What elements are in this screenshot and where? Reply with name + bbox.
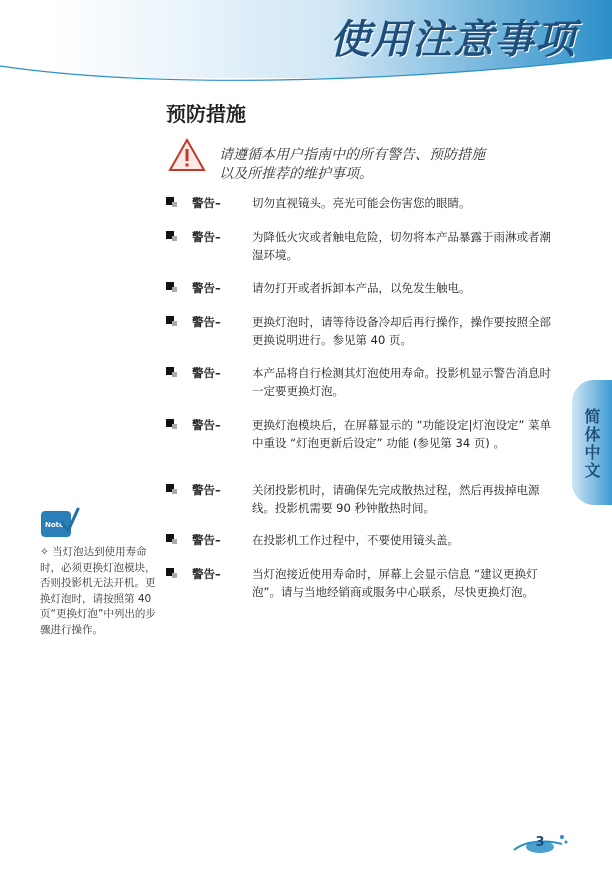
square-bullet-icon xyxy=(166,419,176,429)
warning-text: 请勿打开或者拆卸本产品，以免发生触电。 xyxy=(252,281,471,295)
warning-label: 警告– xyxy=(192,533,221,547)
square-bullet-icon xyxy=(166,534,176,544)
caution-text xyxy=(219,146,485,184)
warning-label: 警告– xyxy=(192,230,221,244)
caution-text-line1: 请遵循本用户指南中的所有警告、预防措施 xyxy=(219,147,485,163)
language-side-tab-label: 简体中文 xyxy=(582,408,601,480)
warning-label: 警告– xyxy=(192,366,221,380)
warning-label: 警告– xyxy=(192,483,221,497)
square-bullet-icon xyxy=(166,316,176,326)
warning-text: 更换灯泡时，请等待设备冷却后再行操作，操作要按照全部更换说明进行。参见第 40 页。 xyxy=(252,315,551,347)
warning-text: 为降低火灾或者触电危险，切勿将本产品暴露于雨淋或者潮湿环境。 xyxy=(252,230,551,262)
caution-icon xyxy=(168,138,206,172)
warning-text: 切勿直视镜头。亮光可能会伤害您的眼睛。 xyxy=(252,196,471,210)
section-title: 预防措施 xyxy=(166,102,246,126)
warning-text: 本产品将自行检测其灯泡使用寿命。投影机显示警告消息时一定要更换灯泡。 xyxy=(252,366,551,398)
page-number: 3 xyxy=(535,835,545,850)
caution-text-line2: 以及所推荐的维护事项。 xyxy=(219,166,373,182)
square-bullet-icon xyxy=(166,568,176,578)
square-bullet-icon xyxy=(166,484,176,494)
note-text: ✧ 当灯泡达到使用寿命时，必须更换灯泡模块，否则投影机无法开机。更换灯泡时，请按照第 40 页“更换灯泡”中列出的步骤进行操作。 xyxy=(40,546,156,636)
warning-text: 当灯泡接近使用寿命时，屏幕上会显示信息 “建议更换灯泡”。请与当地经销商或服务中心联系，尽快更换灯泡。 xyxy=(252,567,538,599)
page-title: 使用注意事项 xyxy=(330,17,576,63)
warning-label: 警告– xyxy=(192,196,221,210)
warning-label: 警告– xyxy=(192,567,221,581)
square-bullet-icon xyxy=(166,197,176,207)
warning-label: 警告– xyxy=(192,418,221,432)
warning-label: 警告– xyxy=(192,281,221,295)
note-icon xyxy=(40,505,80,539)
note-icon-label: Note xyxy=(45,521,64,529)
square-bullet-icon xyxy=(166,282,176,292)
square-bullet-icon xyxy=(166,231,176,241)
warning-text: 更换灯泡模块后，在屏幕显示的 “功能设定|灯泡设定” 菜单中重设 “灯泡更新后设定” 功能 (参见第 34 页) 。 xyxy=(252,418,552,450)
warning-text: 在投影机工作过程中，不要使用镜头盖。 xyxy=(252,533,459,547)
square-bullet-icon xyxy=(166,367,176,377)
warning-text: 关闭投影机时，请确保先完成散热过程，然后再拔掉电源线。投影机需要 90 秒钟散热时间。 xyxy=(252,483,540,515)
warning-label: 警告– xyxy=(192,315,221,329)
